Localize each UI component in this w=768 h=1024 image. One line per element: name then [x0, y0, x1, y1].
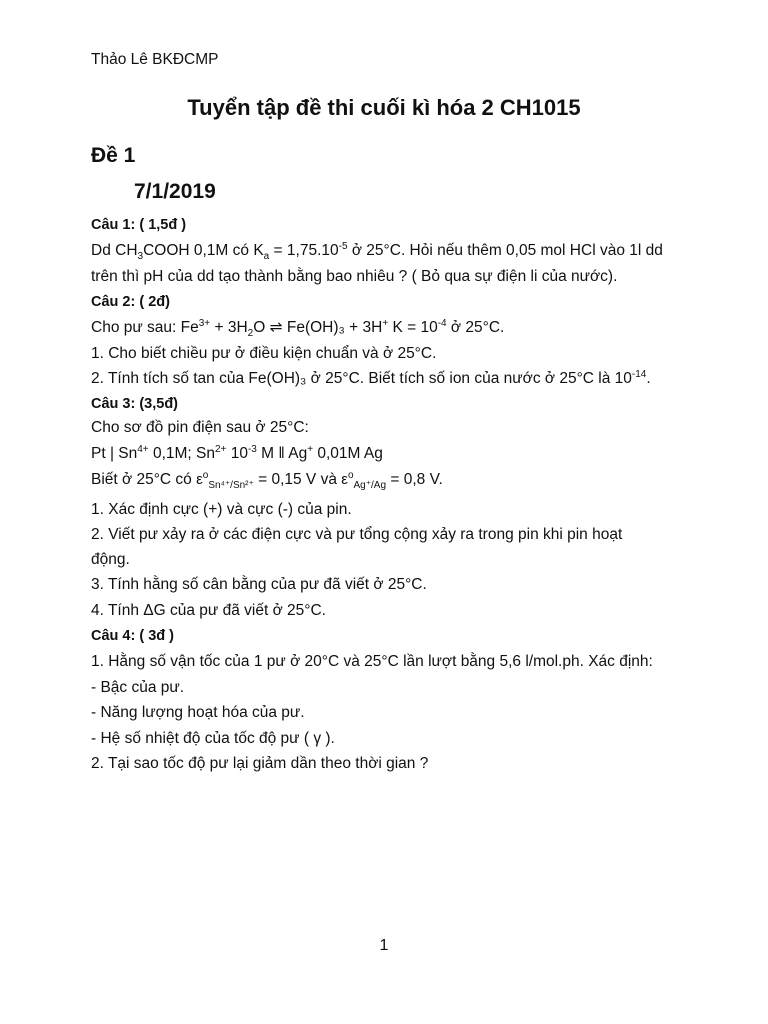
question-4-item-1: 1. Hằng số vận tốc của 1 pư ở 20°C và 25°C lần lượt bằng 5,6 l/mol.ph. Xác định: — [91, 653, 653, 670]
question-3-cell-diagram: Pt | $Sn^{4+}$ 0,1M; $Sn^{2+}$ $10^{-3}$ M ‖ Ag+ 0,01M Ag — [91, 443, 383, 462]
question-3-item-2b: động. — [91, 551, 130, 568]
question-4-title: Câu 4: ( 3đ ) — [91, 628, 174, 644]
question-2-title: Câu 2: ( 2đ) — [91, 294, 170, 310]
question-1-line-1: Dd $CH_3COOH$ 0,1M có $K_a = 1,75.10^{-5}$ ở 25°C. Hỏi nếu thêm 0,05 mol HCl vào 1l dd — [91, 240, 663, 263]
author: Thảo Lê BKĐCMP — [91, 51, 219, 68]
page-number: 1 — [379, 937, 389, 954]
question-3-item-3: 3. Tính hằng số cân bằng của pư đã viết ở 25°C. — [91, 576, 427, 593]
question-3-potentials: Biết ở 25°C có $\varepsilon^o_{Sn^{4+}/Sn^{2+}} = 0,15$ V và $\varepsilon^o_{Ag^+/Ag} = 0,8$ V. — [91, 469, 443, 492]
question-4-item-2: 2. Tại sao tốc độ pư lại giảm dần theo thời gian ? — [91, 755, 429, 772]
question-1-title: Câu 1: ( 1,5đ ) — [91, 217, 187, 233]
question-2-reaction: Cho pư sau: $Fe^{3+} + 3H_2O$ ⇌ Fe(OH)₃ + 3H+ $K = 10^{-4}$ ở 25°C. — [91, 317, 505, 340]
question-3-title: Câu 3: (3,5đ) — [91, 396, 179, 412]
question-4-sub-1: - Bậc của pư. — [91, 679, 185, 696]
question-3-item-4: 4. Tính ΔG của pư đã viết ở 25°C. — [91, 602, 326, 619]
question-3-item-1: 1. Xác định cực (+) và cực (-) của pin. — [91, 501, 352, 518]
document-title: Tuyển tập đề thi cuối kì hóa 2 CH1015 — [187, 95, 581, 120]
exam-heading: Đề 1 — [91, 144, 136, 167]
question-3-item-2a: 2. Viết pư xảy ra ở các điện cực và pư tổng cộng xảy ra trong pin khi pin hoạt — [91, 526, 623, 543]
question-4-sub-3: - Hệ số nhiệt độ của tốc độ pư ( γ ). — [91, 730, 335, 747]
question-1-line-2: trên thì pH của dd tạo thành bằng bao nhiêu ? ( Bỏ qua sự điện li của nước). — [91, 268, 618, 285]
question-3-intro: Cho sơ đồ pin điện sau ở 25°C: — [91, 419, 309, 436]
question-4-sub-2: - Năng lượng hoạt hóa của pư. — [91, 704, 305, 721]
question-2-item-1: 1. Cho biết chiều pư ở điều kiện chuẩn và ở 25°C. — [91, 345, 437, 362]
question-2-item-2: 2. Tính tích số tan của Fe(OH)₃ ở 25°C. Biết tích số ion của nước ở 25°C là $10^{-14}$. — [91, 368, 651, 387]
exam-date: 7/1/2019 — [134, 180, 216, 203]
